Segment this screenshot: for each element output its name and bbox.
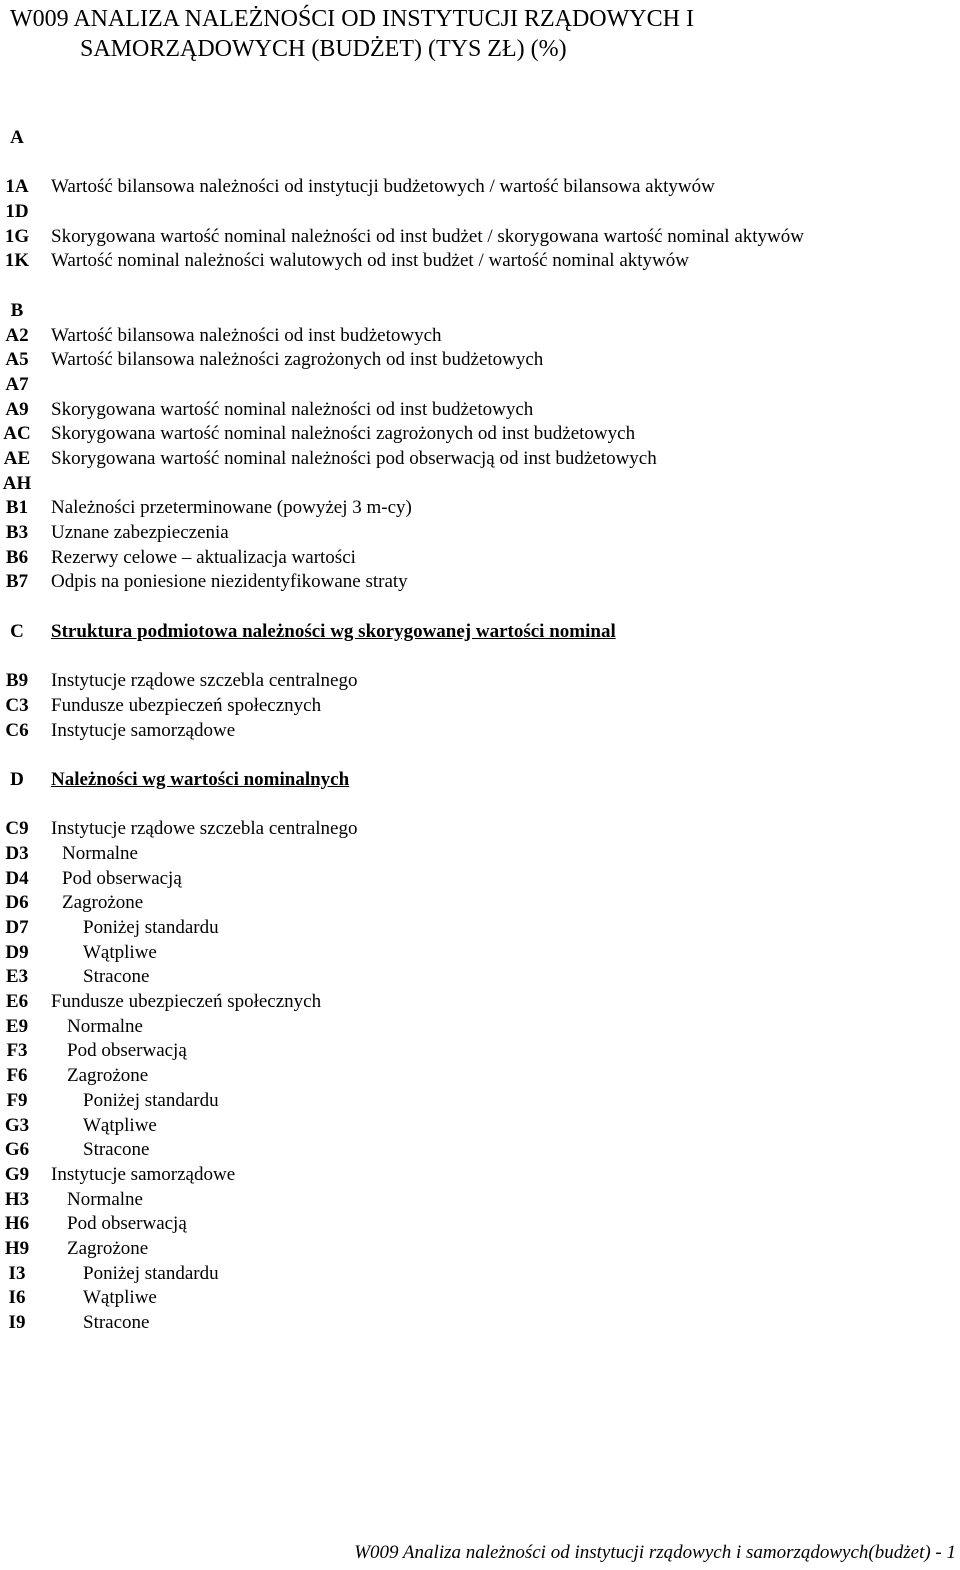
row-code: A2 bbox=[5, 324, 29, 346]
row-description: Normalne bbox=[67, 1188, 143, 1210]
row-code: I3 bbox=[8, 1262, 26, 1284]
row-code: D3 bbox=[5, 842, 29, 864]
row-description: Pod obserwacją bbox=[67, 1040, 187, 1062]
row-code: B1 bbox=[5, 497, 29, 519]
list-item bbox=[0, 694, 960, 719]
row-description: Zagrożone bbox=[62, 892, 144, 914]
row-code: A bbox=[10, 127, 24, 148]
row-description: Pod obserwacją bbox=[62, 867, 182, 889]
row-code: 1D bbox=[5, 201, 29, 223]
row-description: Poniżej standardu bbox=[83, 1089, 219, 1111]
list-item bbox=[0, 546, 960, 571]
section-heading: Należności wg wartości nominalnych bbox=[51, 768, 350, 790]
row-code: H3 bbox=[4, 1188, 30, 1210]
row-code: D bbox=[10, 768, 24, 790]
row-description: Skorygowana wartość nominal należności pod obserwacją od inst budżetowych bbox=[51, 447, 657, 469]
row-code: I6 bbox=[8, 1287, 26, 1309]
row-description: Poniżej standardu bbox=[83, 1262, 219, 1284]
list-item bbox=[0, 422, 960, 447]
row-code: B9 bbox=[5, 670, 29, 692]
row-description: Należności przeterminowane (powyżej 3 m-cy) bbox=[51, 497, 412, 519]
list-item bbox=[0, 941, 960, 966]
list-item bbox=[0, 175, 960, 200]
row-code: D4 bbox=[5, 867, 29, 889]
list-item bbox=[0, 373, 960, 398]
list-item bbox=[0, 965, 960, 990]
row-code: D7 bbox=[5, 917, 29, 938]
row-code: B bbox=[10, 299, 24, 321]
list-item bbox=[0, 1163, 960, 1188]
section-heading: Struktura podmiotowa należności wg skorygowanej wartości nominal bbox=[51, 620, 616, 642]
blank-row bbox=[0, 151, 960, 176]
row-description: Skorygowana wartość nominal należności od inst budżet / skorygowana wartość nominal aktywów bbox=[51, 225, 804, 247]
row-code: I9 bbox=[8, 1312, 26, 1333]
row-code: 1K bbox=[4, 250, 30, 272]
row-code: AH bbox=[2, 472, 32, 494]
blank-row bbox=[0, 793, 960, 818]
row-description: Skorygowana wartość nominal należności od inst budżetowych bbox=[51, 398, 534, 420]
list-item bbox=[0, 1188, 960, 1213]
list-item bbox=[0, 1212, 960, 1237]
row-description: Uznane zabezpieczenia bbox=[51, 522, 229, 543]
row-description: Wątpliwe bbox=[83, 1287, 157, 1309]
row-description: Wartość nominal należności walutowych od inst budżet / wartość nominal aktywów bbox=[51, 250, 689, 272]
list-item bbox=[0, 249, 960, 274]
row-description: Wątpliwe bbox=[83, 941, 157, 963]
row-description: Normalne bbox=[62, 842, 138, 864]
row-code: C3 bbox=[5, 694, 29, 716]
row-description: Stracone bbox=[83, 1312, 150, 1333]
list-item bbox=[0, 225, 960, 250]
row-code: D9 bbox=[5, 941, 29, 963]
row-code: H6 bbox=[4, 1213, 30, 1235]
row-description: Zagrożone bbox=[67, 1237, 149, 1259]
blank-row bbox=[0, 644, 960, 669]
list-item bbox=[0, 348, 960, 373]
row-code: A9 bbox=[5, 398, 29, 420]
row-code: AE bbox=[3, 447, 31, 469]
row-description: Instytucje samorządowe bbox=[51, 719, 236, 741]
page-title-line1: W009 ANALIZA NALEŻNOŚCI OD INSTYTUCJI RZĄDOWYCH I bbox=[10, 6, 694, 32]
row-description: Pod obserwacją bbox=[67, 1213, 187, 1235]
section-row bbox=[0, 768, 960, 793]
row-code: F3 bbox=[6, 1040, 28, 1062]
page-footer: W009 Analiza należności od instytucji rządowych i samorządowych(budżet) - 1 bbox=[354, 1542, 956, 1563]
list-item bbox=[0, 496, 960, 521]
list-item bbox=[0, 570, 960, 595]
row-code: H9 bbox=[4, 1237, 30, 1259]
row-code: A7 bbox=[5, 373, 29, 395]
list-item bbox=[0, 990, 960, 1015]
row-code: G6 bbox=[4, 1139, 30, 1161]
list-item bbox=[0, 398, 960, 423]
row-code: 1A bbox=[5, 176, 29, 198]
list-item bbox=[0, 447, 960, 472]
row-description: Fundusze ubezpieczeń społecznych bbox=[51, 694, 322, 716]
list-item bbox=[0, 1237, 960, 1262]
list-item bbox=[0, 1039, 960, 1064]
row-code: AC bbox=[3, 423, 31, 445]
row-code: B3 bbox=[5, 522, 29, 543]
list-item bbox=[0, 817, 960, 842]
row-code: B6 bbox=[5, 546, 29, 568]
row-description: Instytucje samorządowe bbox=[51, 1163, 236, 1185]
blank-row bbox=[0, 595, 960, 620]
row-code: C bbox=[10, 620, 24, 642]
list-item bbox=[0, 1311, 960, 1336]
list-item bbox=[0, 472, 960, 497]
blank-row bbox=[0, 274, 960, 299]
list-item bbox=[0, 669, 960, 694]
row-code: G9 bbox=[4, 1163, 30, 1185]
row-description: Rezerwy celowe – aktualizacja wartości bbox=[51, 546, 356, 568]
row-code: A5 bbox=[5, 349, 29, 371]
row-code: B7 bbox=[5, 571, 29, 593]
row-code: 1G bbox=[4, 225, 30, 247]
list-item bbox=[0, 1114, 960, 1139]
list-item bbox=[0, 521, 960, 546]
list-item bbox=[0, 867, 960, 892]
list-item bbox=[0, 916, 960, 941]
section-row bbox=[0, 126, 960, 151]
row-description: Fundusze ubezpieczeń społecznych bbox=[51, 991, 322, 1013]
section-row bbox=[0, 620, 960, 645]
list-item bbox=[0, 1089, 960, 1114]
row-code: E6 bbox=[5, 991, 29, 1013]
list-item bbox=[0, 1138, 960, 1163]
row-description: Skorygowana wartość nominal należności zagrożonych od inst budżetowych bbox=[51, 423, 636, 445]
row-description: Wartość bilansowa należności od instytucji budżetowych / wartość bilansowa aktywów bbox=[51, 176, 715, 198]
row-code: C9 bbox=[5, 818, 29, 840]
blank-row bbox=[0, 743, 960, 768]
list-item bbox=[0, 1286, 960, 1311]
row-code: G3 bbox=[4, 1114, 30, 1136]
list-item bbox=[0, 1064, 960, 1089]
row-code: E9 bbox=[5, 1015, 29, 1037]
row-code: F9 bbox=[6, 1089, 28, 1111]
row-description: Normalne bbox=[67, 1015, 143, 1037]
row-code: E3 bbox=[5, 966, 29, 988]
list-item bbox=[0, 891, 960, 916]
page-title-line2: SAMORZĄDOWYCH (BUDŻET) (TYS ZŁ) (%) bbox=[80, 36, 567, 62]
list-item bbox=[0, 324, 960, 349]
row-description: Zagrożone bbox=[67, 1065, 149, 1087]
row-description: Wątpliwe bbox=[83, 1114, 157, 1136]
list-item bbox=[0, 1262, 960, 1287]
page-title bbox=[10, 4, 940, 64]
row-description: Stracone bbox=[83, 966, 150, 988]
row-description: Instytucje rządowe szczebla centralnego bbox=[51, 818, 358, 840]
code-list bbox=[0, 126, 960, 1336]
list-item bbox=[0, 719, 960, 744]
row-code: F6 bbox=[6, 1065, 28, 1087]
row-description: Poniżej standardu bbox=[83, 917, 219, 938]
row-description: Wartość bilansowa należności zagrożonych od inst budżetowych bbox=[51, 349, 544, 371]
row-description: Stracone bbox=[83, 1139, 150, 1161]
list-item bbox=[0, 842, 960, 867]
row-description: Instytucje rządowe szczebla centralnego bbox=[51, 670, 358, 692]
row-description: Wartość bilansowa należności od inst budżetowych bbox=[51, 324, 442, 346]
list-item bbox=[0, 200, 960, 225]
section-row bbox=[0, 299, 960, 324]
row-code: C6 bbox=[5, 719, 29, 741]
list-item bbox=[0, 1015, 960, 1040]
row-code: D6 bbox=[5, 892, 29, 914]
row-description: Odpis na poniesione niezidentyfikowane straty bbox=[51, 571, 408, 593]
